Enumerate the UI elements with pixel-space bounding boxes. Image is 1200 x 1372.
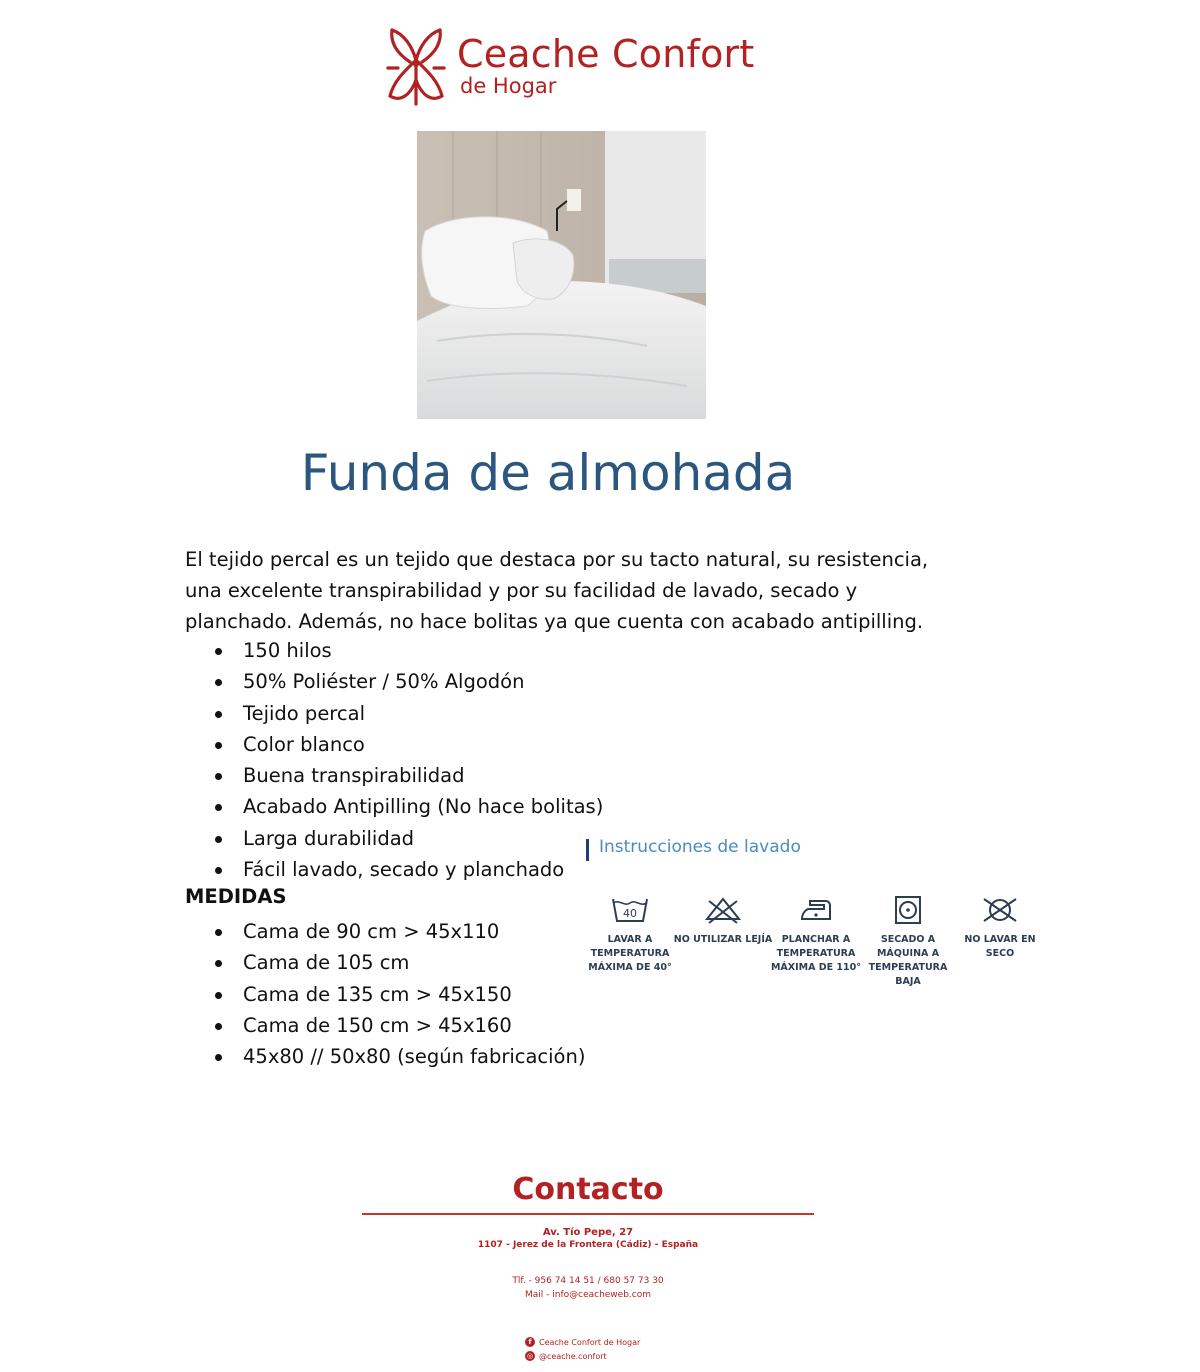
contact-divider xyxy=(362,1213,814,1215)
wash-label: NO UTILIZAR LEJÍA xyxy=(673,934,773,945)
feature-list xyxy=(185,635,603,885)
contact-phone: Tlf. - 956 74 14 51 / 680 57 73 30 xyxy=(512,1276,664,1286)
tumble-dry-low-icon xyxy=(888,895,928,925)
wash-instructions-title: Instrucciones de lavado xyxy=(599,837,801,857)
product-description: El tejido percal es un tejido que destaca por su tacto natural, su resistencia, una excelente transpirabilidad y por su facilidad de lavado, secado y planchado. Además, no hace bolitas ya que cuenta con acabado antipilling. xyxy=(185,548,929,633)
list-item: Acabado Antipilling (No hace bolitas) xyxy=(185,791,603,822)
wash-item xyxy=(580,895,680,975)
brand-subtitle: de Hogar xyxy=(460,74,557,98)
no-dry-clean-icon xyxy=(980,895,1020,925)
facebook-link[interactable] xyxy=(525,1337,640,1347)
wash-label: NO LAVAR EN SECO xyxy=(964,934,1036,959)
no-bleach-icon xyxy=(703,895,743,925)
brand-name: Ceache Confort xyxy=(457,32,755,76)
instagram-label: @ceache.confort xyxy=(539,1351,607,1361)
list-item: Fácil lavado, secado y planchado xyxy=(185,854,603,885)
page-title: Funda de almohada xyxy=(300,444,796,502)
contact-address: Av. Tío Pepe, 27 xyxy=(542,1227,634,1238)
wash-section-accent xyxy=(586,839,589,861)
list-item: Color blanco xyxy=(185,729,603,760)
facebook-icon: f xyxy=(525,1337,535,1347)
wash-item xyxy=(673,895,773,947)
instagram-link[interactable] xyxy=(525,1351,607,1361)
list-item: Tejido percal xyxy=(185,698,603,729)
product-photo xyxy=(417,131,706,419)
wash-40-icon xyxy=(610,895,650,925)
wash-item xyxy=(950,895,1050,961)
list-item: Larga durabilidad xyxy=(185,823,603,854)
contact-title: Contacto xyxy=(512,1172,664,1207)
brand-logo-icon xyxy=(384,24,448,110)
contact-city: 1107 - Jerez de la Frontera (Cádiz) - España xyxy=(477,1240,699,1250)
facebook-label: Ceache Confort de Hogar xyxy=(539,1337,641,1347)
iron-icon xyxy=(796,895,836,925)
list-item: 150 hilos xyxy=(185,635,603,666)
contact-email[interactable]: Mail - info@ceacheweb.com xyxy=(524,1290,651,1300)
wash-label: SECADO A MÁQUINA A TEMPERATURA BAJA xyxy=(868,934,948,987)
wash-label: PLANCHAR A TEMPERATURA MÁXIMA DE 110° xyxy=(770,934,862,973)
wash-item xyxy=(766,895,866,975)
instagram-icon: ◎ xyxy=(526,1352,534,1360)
sizes-list xyxy=(185,916,585,1072)
list-item: Buena transpirabilidad xyxy=(185,760,603,791)
list-item: 50% Poliéster / 50% Algodón xyxy=(185,666,603,697)
wash-temp-badge: 40 xyxy=(623,907,637,920)
sizes-heading: MEDIDAS xyxy=(185,885,287,908)
list-item: Cama de 105 cm xyxy=(185,947,585,978)
list-item: Cama de 150 cm > 45x160 xyxy=(185,1010,585,1041)
wash-item xyxy=(858,895,958,989)
wash-label: LAVAR A TEMPERATURA MÁXIMA DE 40° xyxy=(588,934,672,973)
list-item: Cama de 135 cm > 45x150 xyxy=(185,979,585,1010)
list-item: 45x80 // 50x80 (según fabricación) xyxy=(185,1041,585,1072)
list-item: Cama de 90 cm > 45x110 xyxy=(185,916,585,947)
